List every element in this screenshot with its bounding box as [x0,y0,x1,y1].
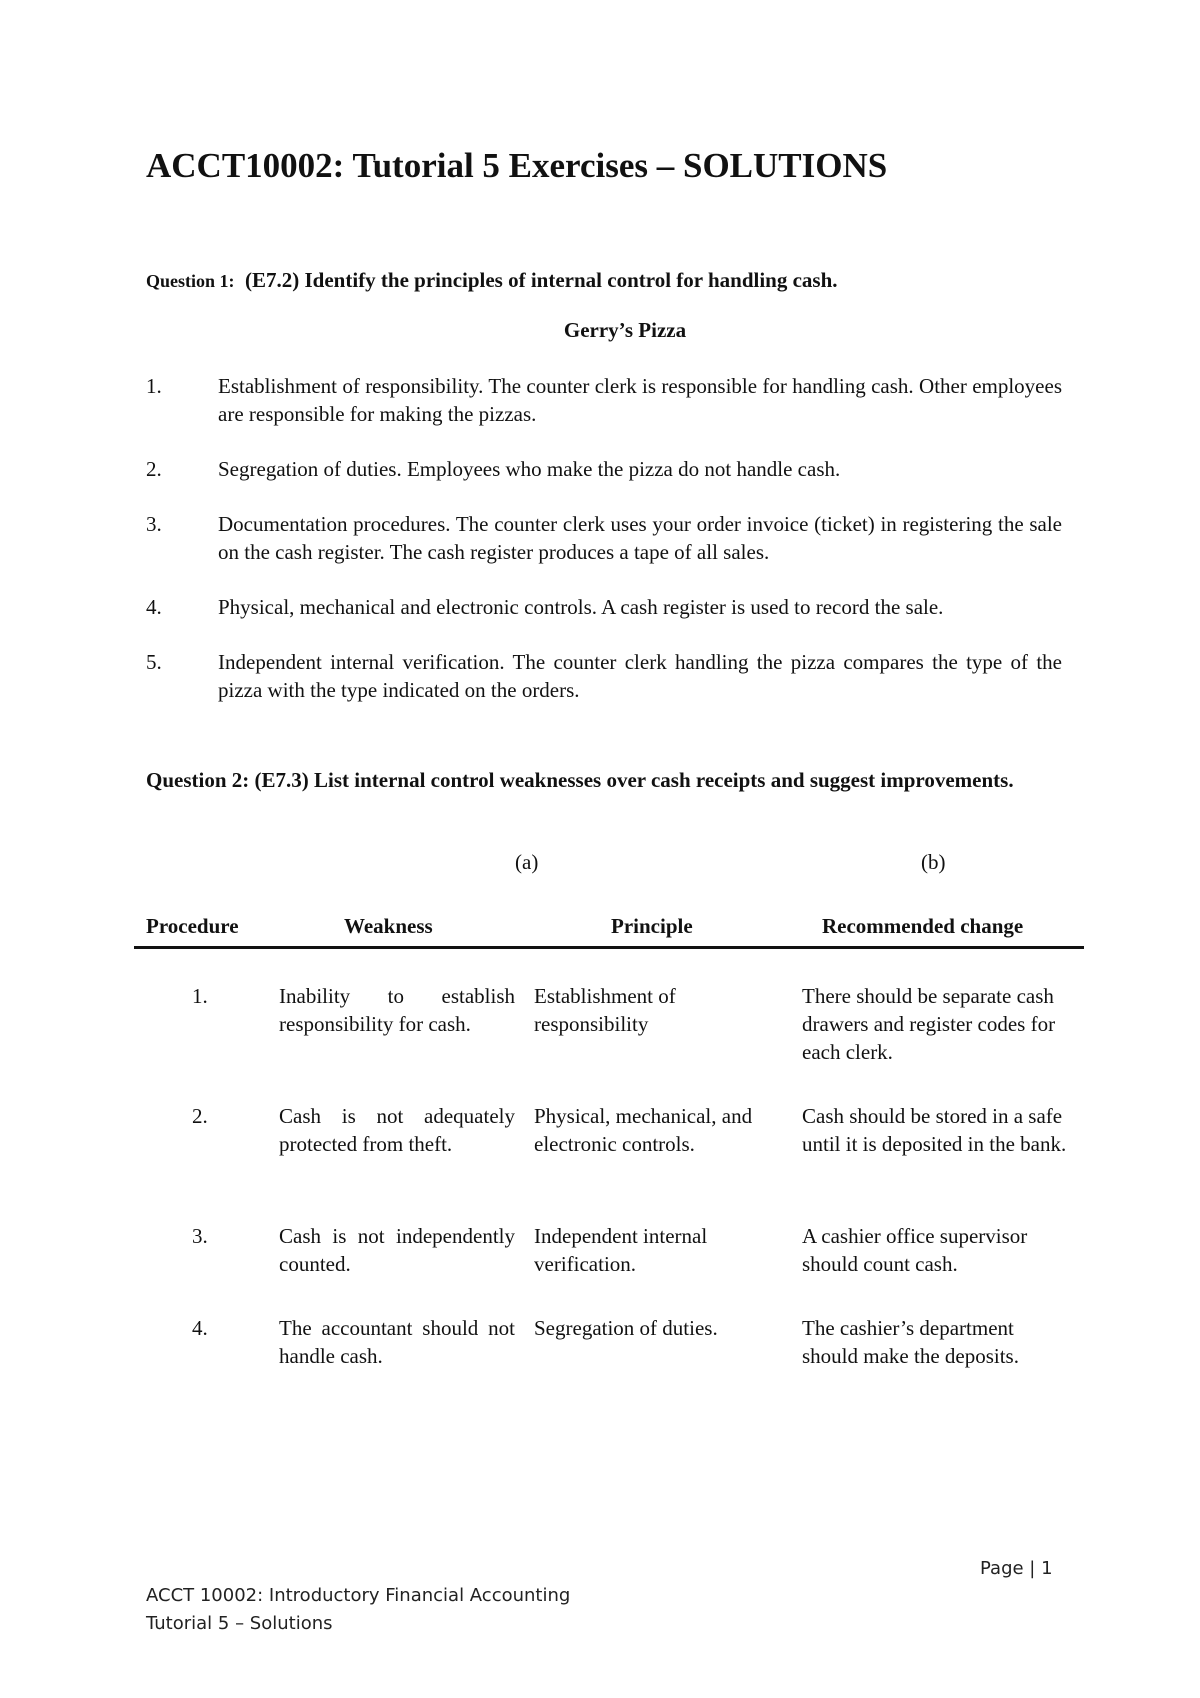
cell-recommended-change: There should be separate cash drawers and register codes for each clerk. [802,984,1056,1064]
header-principle: Principle [611,914,693,938]
list-item [146,510,1062,566]
cell-recommended-change: The cashier’s department should make the deposits. [802,1316,1019,1368]
header-recommended-change: Recommended change [822,914,1024,938]
principles-list [146,372,1062,731]
question-1-label: Question 1: [146,271,235,291]
cell-weakness: Cash is not adequately protected from theft. [279,1104,515,1156]
cell-principle: Physical, mechanical, and electronic controls. [534,1104,753,1156]
table-header [134,912,1084,949]
list-item-text: Segregation of duties. Employees who make the pizza do not handle cash. [218,457,841,481]
cell-number: 2. [192,1104,208,1128]
cell-principle: Segregation of duties. [534,1316,718,1340]
cell-number: 4. [192,1316,208,1340]
cell-weakness: The accountant should not handle cash. [279,1316,515,1368]
list-item-text: Independent internal verification. The counter clerk handling the pizza compares the type of the pizza with the type indicated on the orders. [218,650,1062,702]
question-1-subheading: Gerry’s Pizza [563,318,687,342]
list-item-text: Documentation procedures. The counter clerk uses your order invoice (ticket) in registering the sale on the cash register. The cash register produces a tape of all sales. [218,512,1062,564]
part-b-label: (b) [921,850,946,874]
cell-principle: Establishment of responsibility [534,984,676,1036]
list-item [146,593,1062,621]
list-item-text: Establishment of responsibility. The counter clerk is responsible for handling cash. Other employees are responsible for making the pizzas. [218,374,1062,426]
cell-recommended-change: Cash should be stored in a safe until it is deposited in the bank. [802,1104,1067,1156]
cell-recommended-change: A cashier office supervisor should count cash. [802,1224,1028,1276]
cell-weakness: Inability to establish responsibility for cash. [279,984,515,1036]
list-item-text: Physical, mechanical and electronic controls. A cash register is used to record the sale. [218,595,944,619]
cell-number: 1. [192,984,208,1008]
list-item [146,372,1062,428]
footer-course: ACCT 10002: Introductory Financial Accounting [146,1585,571,1606]
page-title: ACCT10002: Tutorial 5 Exercises – SOLUTIONS [146,146,888,185]
part-a-label: (a) [515,850,539,874]
cell-weakness: Cash is not independently counted. [279,1224,515,1276]
list-item [146,648,1062,704]
header-procedure: Procedure [146,914,239,938]
list-item-number: 1. [146,374,162,398]
list-item-number: 2. [146,457,162,481]
question-1-text: (E7.2) Identify the principles of internal control for handling cash. [234,268,838,292]
list-item-number: 3. [146,512,162,536]
page-number: Page | 1 [980,1558,1053,1579]
question-1-heading [146,266,838,296]
question-2-heading: Question 2: (E7.3) List internal control weaknesses over cash receipts and suggest improvements. [146,768,1014,792]
footer-tutorial: Tutorial 5 – Solutions [146,1613,333,1634]
list-item-number: 4. [146,595,162,619]
cell-number: 3. [192,1224,208,1248]
cell-principle: Independent internal verification. [534,1224,708,1276]
list-item-number: 5. [146,650,162,674]
header-weakness: Weakness [344,914,433,938]
list-item [146,455,1062,483]
